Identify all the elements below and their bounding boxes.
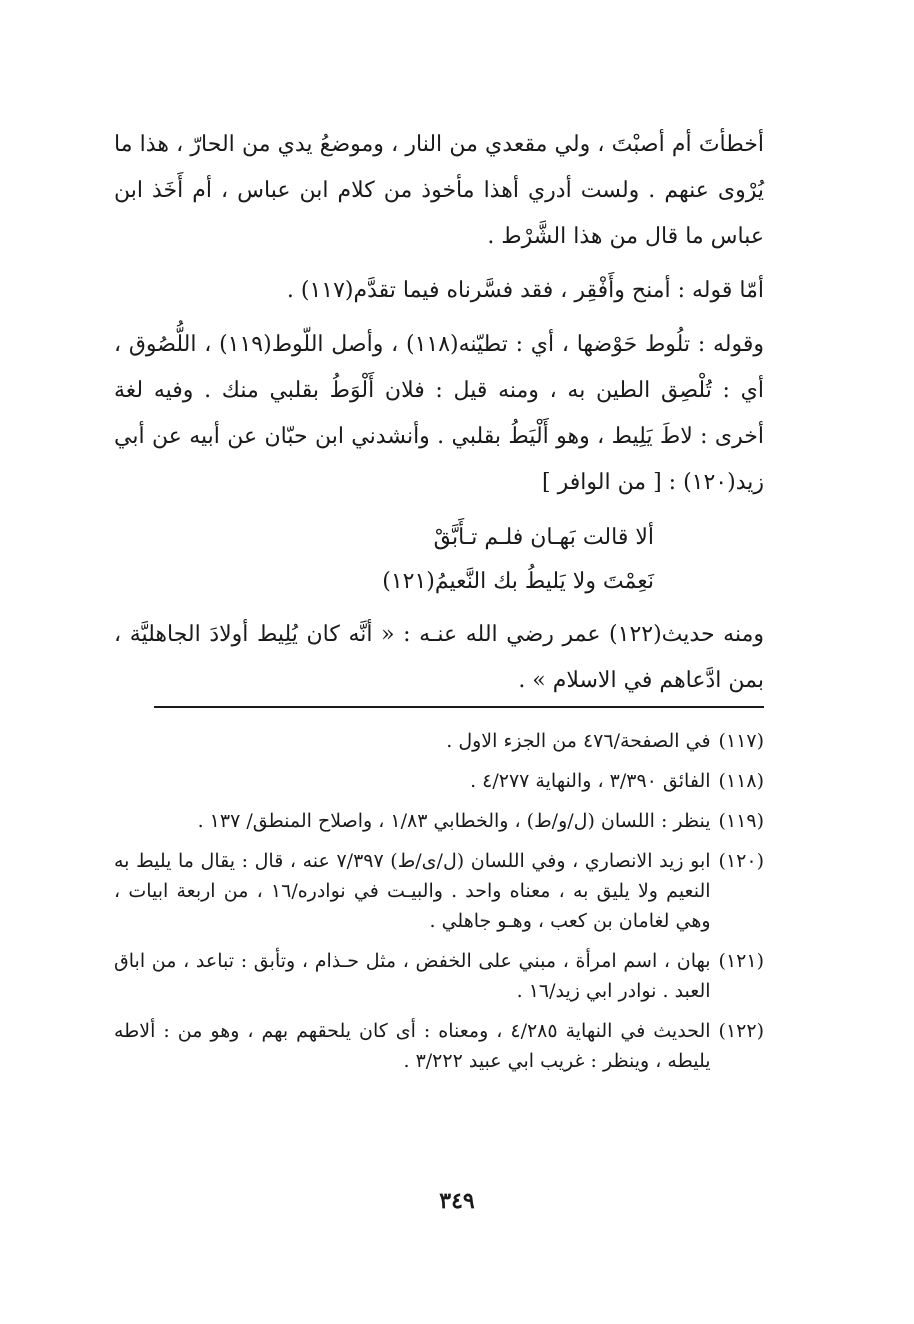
paragraph: أمّا قوله : أمنح وأَفْقِر ، فقد فسَّرناه فيما تقدَّم(١١٧) . — [286, 278, 764, 303]
footnote-text: بهان ، اسم امرأة ، مبني على الخفض ، مثل حـذام ، وتأبق : تباعد ، من اباق العبد . نوادر ابي زيد/١٦ . — [114, 950, 711, 1002]
footnote — [114, 766, 764, 796]
paragraph: وقوله : تلُوط حَوْضها ، أي : تطيّنه(١١٨) ، وأصل اللّوط(١١٩) ، اللُّصُوق ، أي : تُلْصِق الطين به ، ومنه قيل : فلان أَلْوَطُ بقلبي منك . وفيه لغة أخرى : لاطَ يَلِيط ، وهو أَلْيَطُ بقلبي . وأنشدني ابن حبّان عن أبيه عن أبي زيد(١٢٠) : [ من الوافر ] — [114, 332, 765, 495]
paragraph: أخطأتَ أم أصبْتَ ، ولي مقعدي من النار ، وموضعُ يدي من الحارّ ، هذا ما يُرْوى عنهم . ولست أدري أهذا مأخوذ من كلام ابن عباس ، أم أَخَذ ابن عباس ما قال من هذا الشَّرْط . — [114, 132, 764, 249]
footnote — [114, 1016, 764, 1076]
verse-hemistich-second: نَعِمْتَ ولا يَليطُ بك النَّعيمُ(١٢١) — [382, 569, 654, 594]
footnote-number: (١١٧) — [718, 730, 764, 752]
footnote-text: ينظر : اللسان (ل/و/ط) ، والخطابي ١/٨٣ ، واصلاح المنطق/ ١٣٧ . — [197, 810, 711, 832]
footnote-text: في الصفحة/٤٧٦ من الجزء الاول . — [446, 730, 711, 752]
footnote-text: ابو زيد الانصاري ، وفي اللسان (ل/ى/ط) ٧/٣٩٧ عنه ، قال : يقال ما يليط به النعيم ولا يليق به ، معناه واحد . والبيـت في نوادره/١٦ ، من اربعة ابيات ، وهي لغامان بن كعب ، وهـو جاهلي . — [114, 850, 711, 932]
page-number: ٣٤٩ — [439, 1188, 475, 1214]
verse-hemistich-first: ألا قالت بَهـان فلـم تـأَبَّقْ — [433, 525, 654, 550]
footnote-number: (١١٨) — [718, 770, 764, 792]
footnote-number: (١٢٢) — [718, 1020, 764, 1042]
footnote — [114, 726, 764, 756]
footnote-number: (١٢١) — [718, 950, 764, 972]
footnote-text: الحديث في النهاية ٤/٢٨٥ ، ومعناه : أى كان يلحقهم بهم ، وهو من : ألاطه يليطه ، وينظر : غريب ابي عبيد ٣/٢٢٢ . — [114, 1020, 711, 1072]
footnote — [114, 806, 764, 836]
footnote — [114, 946, 764, 1006]
footnote-text: الفائق ٣/٣٩٠ ، والنهاية ٤/٢٧٧ . — [470, 770, 711, 792]
footnote-number: (١٢٠) — [718, 850, 764, 872]
footnote — [114, 846, 764, 936]
footnote-divider — [154, 706, 764, 708]
poem-verse — [114, 516, 764, 604]
footnote-number: (١١٩) — [718, 810, 764, 832]
footnotes-section — [114, 726, 764, 1086]
paragraph: ومنه حديث(١٢٢) عمر رضي الله عنـه : « أنَّه كان يُلِيط أولادَ الجاهليَّة ، بمن ادَّعاهم في الاسلام » . — [114, 622, 764, 693]
main-text — [114, 122, 764, 704]
